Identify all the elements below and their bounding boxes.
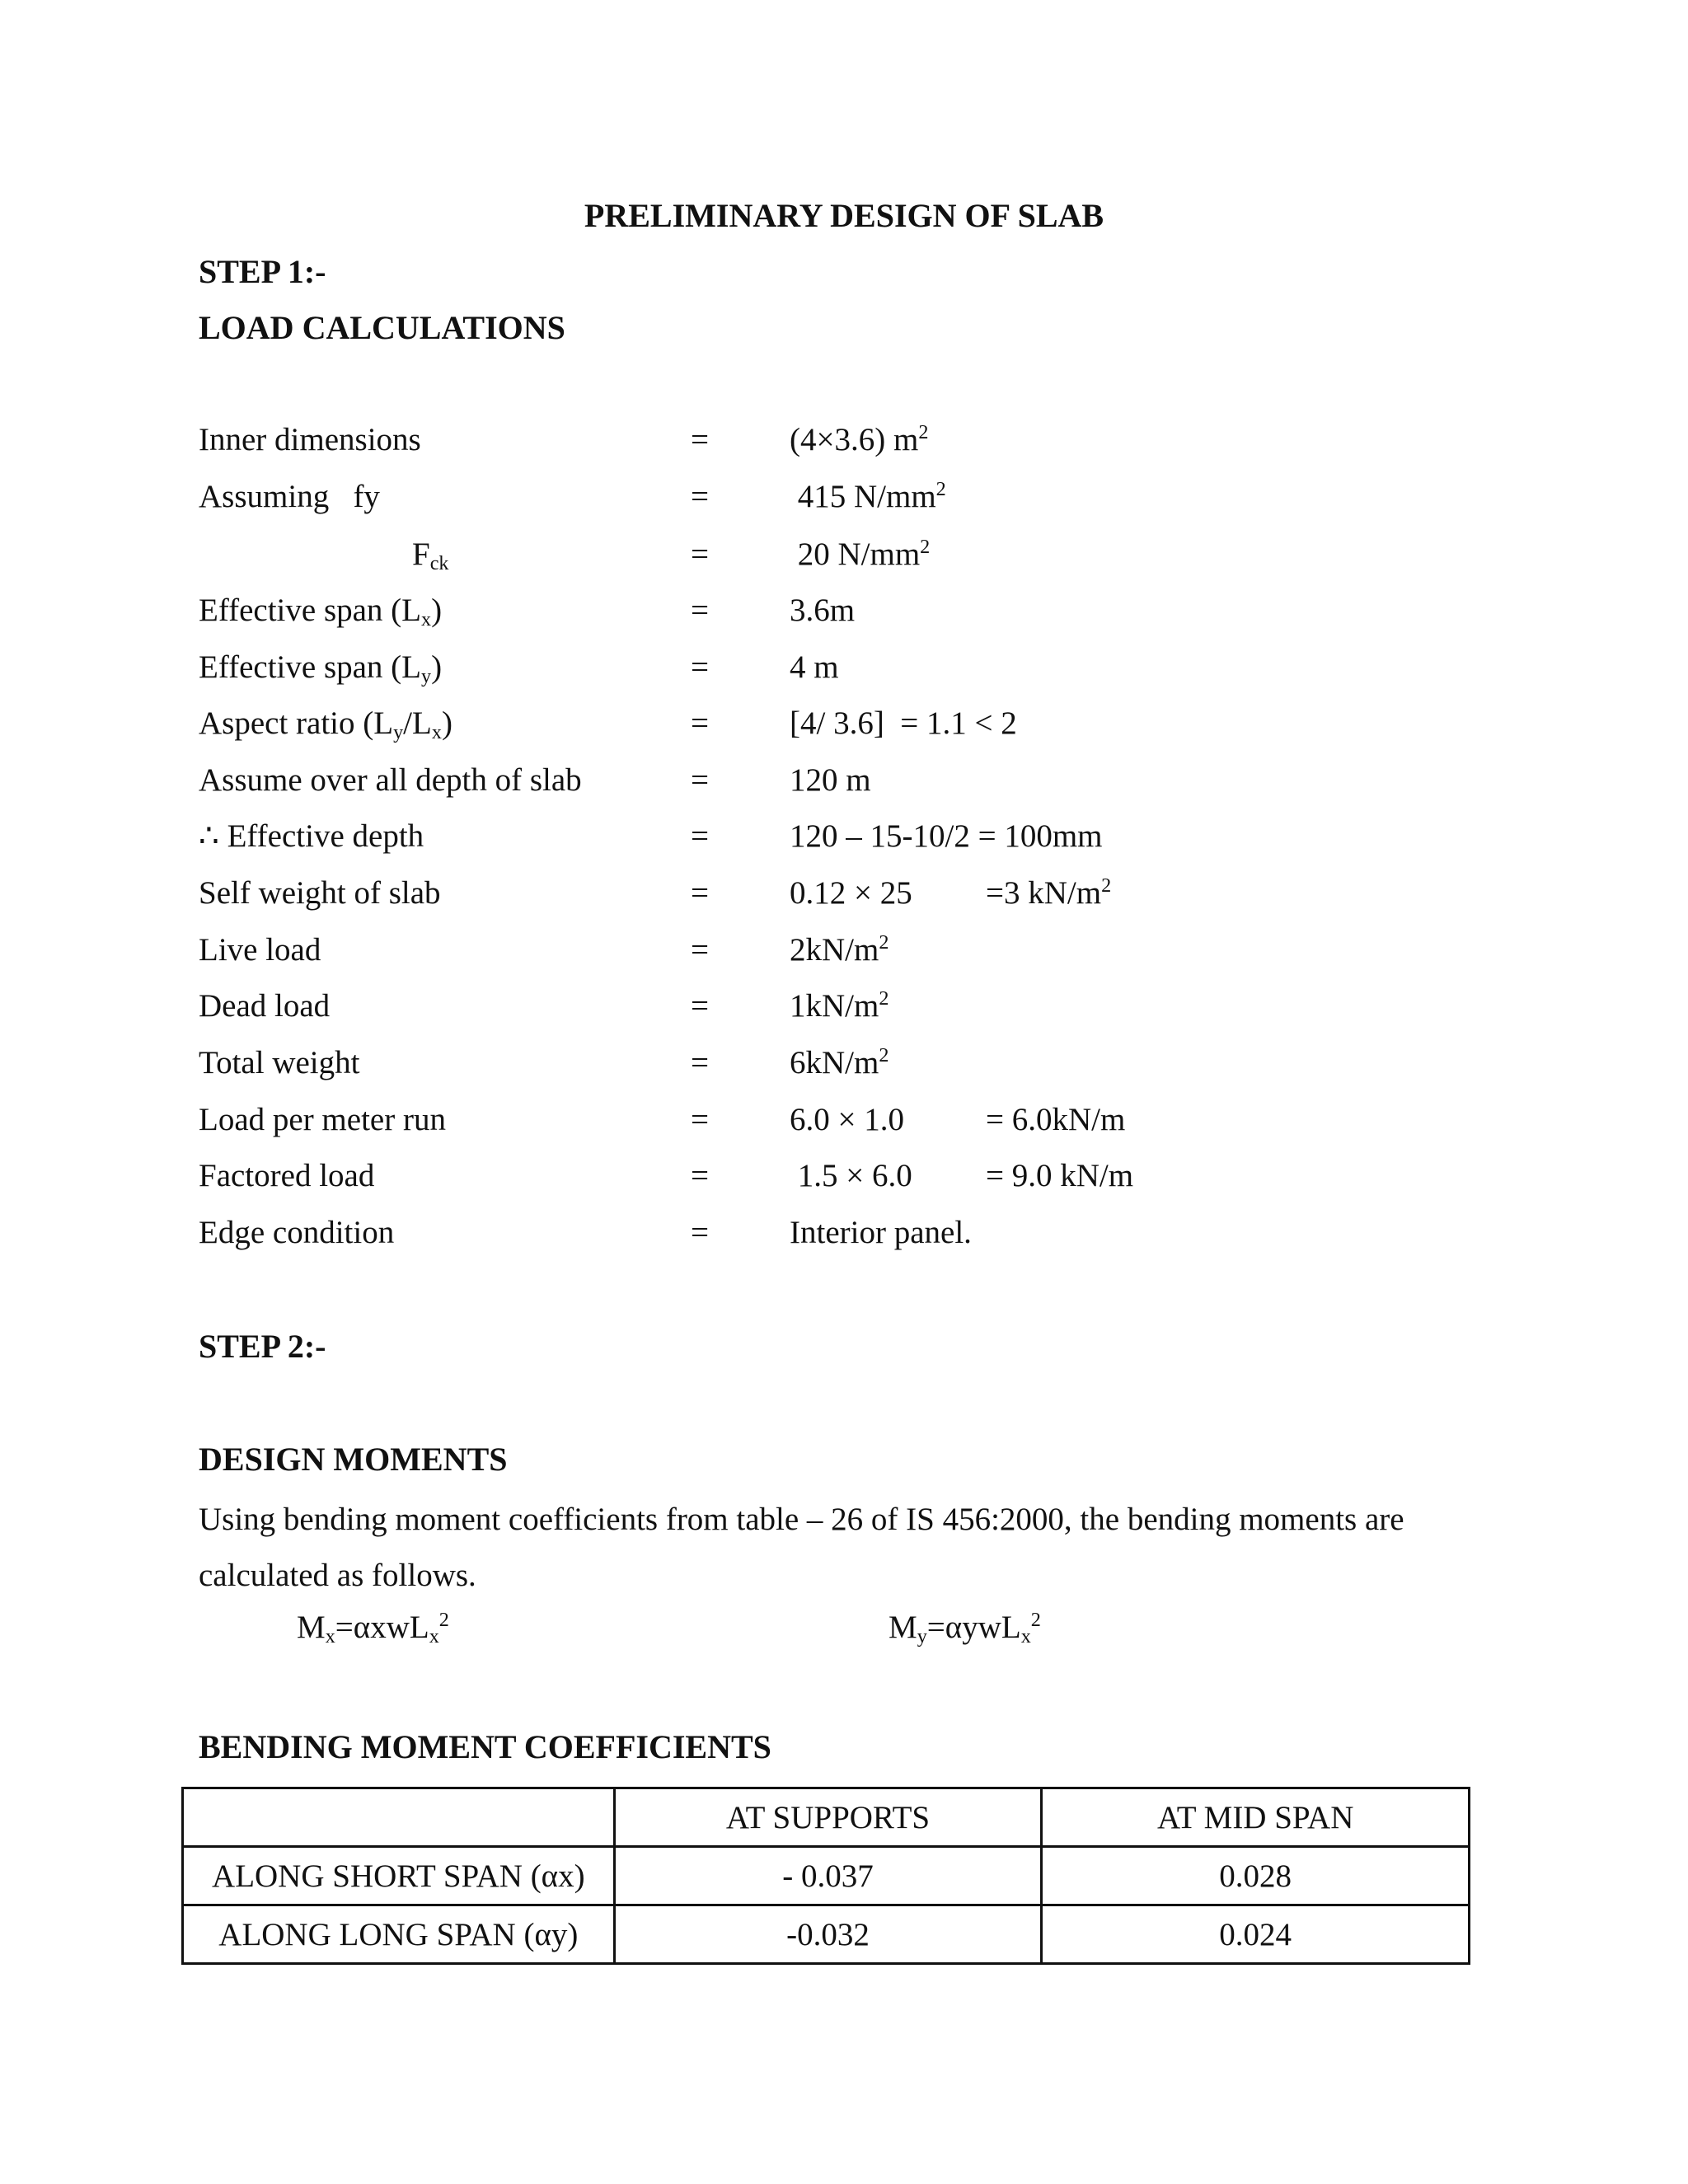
load-calculations-heading: LOAD CALCULATIONS — [199, 309, 565, 346]
equals-sign: = — [691, 479, 709, 514]
table-header-cell — [183, 1788, 615, 1847]
row-result: = 6.0kN/m — [986, 1102, 1126, 1137]
equals-sign: = — [691, 1045, 709, 1080]
row-label: Total weight — [199, 1045, 360, 1080]
row-value: $2kN/m^2$ — [790, 931, 889, 968]
row-label: Effective span $(L_y)$ — [199, 649, 443, 687]
bending-moment-table-heading: BENDING MOMENT COEFFICIENTS — [199, 1728, 771, 1765]
row-value: [4/ 3.6] = 1.1 < 2 — [790, 705, 1017, 741]
row-value: 0.12 × 25 — [790, 875, 912, 911]
row-value: 6.0 × 1.0 — [790, 1102, 904, 1137]
row-result: = 9.0 kN/m — [986, 1158, 1134, 1193]
bending-moment-table — [181, 1787, 1470, 1965]
equals-sign: = — [691, 593, 709, 628]
page-title: PRELIMINARY DESIGN OF SLAB — [584, 197, 1104, 234]
row-value: (4×3.6) $m^2$ — [790, 421, 929, 457]
calc-row-total-weight — [0, 1044, 1688, 1094]
row-label: $F_{ck}$ — [412, 537, 449, 574]
calc-row-effective-depth — [0, 818, 1688, 867]
table-cell: ALONG LONG SPAN (αy) — [183, 1905, 615, 1964]
row-value: 120 m — [790, 762, 871, 798]
row-value: 415 $N/mm^2$ — [790, 478, 946, 514]
calc-row-live-load — [0, 931, 1688, 981]
table-cell: -0.032 — [614, 1905, 1042, 1964]
calc-row-factored-load — [0, 1157, 1688, 1207]
calc-row-inner-dimensions — [0, 421, 1688, 471]
calc-row-aspect-ratio — [0, 705, 1688, 754]
row-label: Dead load — [199, 988, 331, 1024]
calc-row-fy — [0, 478, 1688, 527]
row-label: Edge condition — [199, 1215, 395, 1250]
equals-sign: = — [691, 875, 709, 911]
row-value: 1.5 × 6.0 — [790, 1158, 912, 1193]
row-value: 4 m — [790, 649, 839, 685]
row-result: =3 $kN/m^2$ — [986, 874, 1112, 911]
row-label: Load per meter run — [199, 1102, 446, 1137]
design-moments-heading: DESIGN MOMENTS — [199, 1441, 508, 1478]
table-cell: 0.024 — [1042, 1905, 1470, 1964]
row-label: ∴ Effective depth — [199, 818, 424, 854]
table-cell: - 0.037 — [614, 1847, 1042, 1905]
calc-row-dead-load — [0, 987, 1688, 1037]
calc-row-self-weight — [0, 874, 1688, 924]
row-label: Assume over all depth of slab — [199, 762, 582, 798]
row-label: Effective span $(L_x)$ — [199, 593, 443, 630]
row-value: 120 – 15-10/2 = 100mm — [790, 818, 1103, 854]
row-value: 20 $N/mm^2$ — [790, 536, 931, 572]
table-header-cell: AT MID SPAN — [1042, 1788, 1470, 1847]
table-row — [183, 1847, 1470, 1905]
row-label: Inner dimensions — [199, 422, 421, 457]
equals-sign: = — [691, 762, 709, 798]
equals-sign: = — [691, 649, 709, 685]
step1-heading: STEP 1:- — [199, 253, 326, 290]
calc-row-effective-span-ly — [0, 649, 1688, 698]
equals-sign: = — [691, 818, 709, 854]
row-value: 3.6m — [790, 593, 856, 628]
calc-row-effective-span-lx — [0, 592, 1688, 641]
table-cell: 0.028 — [1042, 1847, 1470, 1905]
calc-row-overall-depth — [0, 762, 1688, 811]
table-header-row — [183, 1788, 1470, 1847]
row-label: Assuming fy — [199, 479, 380, 514]
row-label: Live load — [199, 932, 321, 968]
row-label: Aspect ratio $(L_y/L_x)$ — [199, 705, 452, 743]
equals-sign: = — [691, 422, 709, 457]
formula-mx: $M_x=\alpha xwL_x^2$ — [297, 1609, 449, 1647]
calc-row-load-per-meter — [0, 1101, 1688, 1151]
design-moments-paragraph: Using bending moment coefficients from table – 26 of IS 456:2000, the bending moments are calculated as follows. — [199, 1502, 1404, 1593]
row-label: Self weight of slab — [199, 875, 441, 911]
table-row — [183, 1905, 1470, 1964]
row-value: $6kN/m^2$ — [790, 1044, 889, 1080]
table-header-cell: AT SUPPORTS — [614, 1788, 1042, 1847]
equals-sign: = — [691, 932, 709, 968]
calc-row-fck — [0, 536, 1688, 585]
table-cell: ALONG SHORT SPAN (αx) — [183, 1847, 615, 1905]
equals-sign: = — [691, 1102, 709, 1137]
row-value: Interior panel. — [790, 1215, 972, 1250]
calc-row-edge-condition — [0, 1214, 1688, 1263]
equals-sign: = — [691, 1158, 709, 1193]
row-value: $1kN/m^2$ — [790, 987, 889, 1024]
equals-sign: = — [691, 1215, 709, 1250]
equals-sign: = — [691, 988, 709, 1024]
equals-sign: = — [691, 705, 709, 741]
row-label: Factored load — [199, 1158, 375, 1193]
equals-sign: = — [691, 537, 709, 572]
step2-heading: STEP 2:- — [199, 1328, 326, 1365]
formula-my: $M_y=\alpha ywL_x^2$ — [889, 1609, 1041, 1647]
